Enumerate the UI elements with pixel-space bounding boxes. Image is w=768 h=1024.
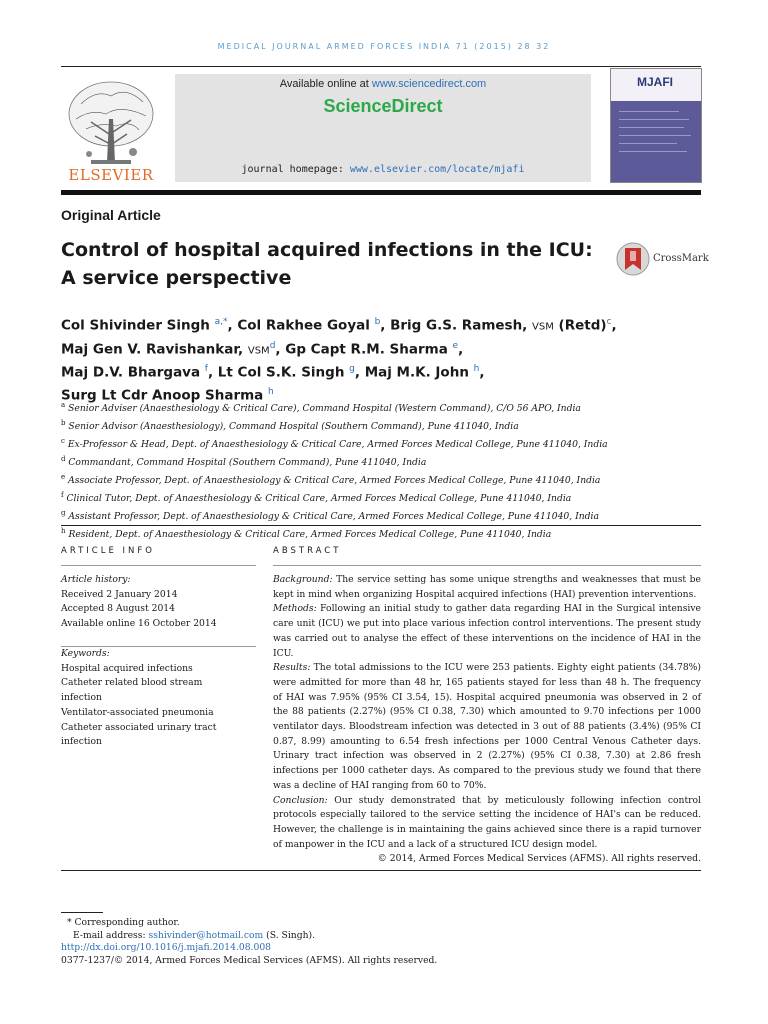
- section-divider: [61, 525, 701, 526]
- abstract-conclusion: [273, 794, 701, 853]
- cover-line: [619, 111, 679, 112]
- affiliation: [61, 398, 701, 416]
- cover-line: [619, 127, 684, 128]
- author-line: [61, 337, 701, 361]
- publisher-name: ELSEVIER: [68, 166, 154, 184]
- keywords-label: Keywords:: [61, 648, 110, 659]
- homepage-prefix: journal homepage:: [241, 164, 350, 175]
- affil-text: Assistant Professor, Dept. of Anaesthesiology & Critical Care, Armed Forces Medical College, Pune 411040, India: [68, 511, 599, 523]
- separator: ,: [479, 364, 485, 381]
- keywords: [61, 647, 251, 750]
- separator: ,: [611, 317, 617, 334]
- author-line: [61, 360, 701, 383]
- title-line: A service perspective: [61, 267, 292, 289]
- journal-homepage: [175, 164, 591, 175]
- affil-sup[interactable]: e: [452, 340, 459, 351]
- text: The service setting has some unique strengths and weaknesses that must be kept in mind when organizing Hospital acquired infections (HAI) prevention interventions.: [273, 574, 701, 600]
- available-prefix: Available online at: [279, 78, 372, 90]
- section-label: Original Article: [61, 207, 161, 223]
- cover-line: [619, 151, 687, 152]
- affil-text: Clinical Tutor, Dept. of Anaesthesiology & Critical Care, Armed Forces Medical College, Pune 411040, India: [66, 493, 572, 505]
- author-name: Maj D.V. Bhargava: [61, 364, 205, 381]
- abstract-background: [273, 573, 701, 602]
- author-name: , Col Rakhee Goyal: [227, 317, 375, 334]
- homepage-link[interactable]: www.elsevier.com/locate/mjafi: [349, 164, 525, 175]
- affil-text: Senior Advisor (Anaesthesiology), Command Hospital (Southern Command), Pune 411040, India: [68, 421, 519, 433]
- email-prefix: E-mail address:: [73, 929, 149, 941]
- info-rule: [61, 565, 256, 566]
- affil-sup[interactable]: b: [374, 317, 381, 327]
- affil-sup[interactable]: f: [204, 364, 208, 374]
- affiliation: [61, 488, 701, 506]
- label: Results:: [273, 662, 311, 674]
- doi-link[interactable]: http://dx.doi.org/10.1016/j.mjafi.2014.08.008: [61, 942, 272, 954]
- cover-title: MJAFI: [637, 75, 673, 89]
- article-info: [61, 573, 251, 632]
- keyword: Catheter associated urinary tract: [61, 721, 217, 733]
- cover-line: [619, 135, 691, 136]
- section-divider: [61, 870, 701, 871]
- author-suffix: (Retd): [553, 317, 607, 334]
- affil-text: Resident, Dept. of Anaesthesiology & Critical Care, Armed Forces Medical College, Pune 411040, India: [68, 529, 552, 541]
- author-name: Surg Lt Cdr Anoop Sharma: [61, 387, 268, 403]
- issn-line: 0377-1237/© 2014, Armed Forces Medical Services (AFMS). All rights reserved.: [61, 954, 438, 966]
- affiliations: [61, 398, 701, 543]
- sciencedirect-brand: ScienceDirect: [323, 96, 443, 116]
- accepted-date: Accepted 8 August 2014: [61, 603, 176, 615]
- text: The total admissions to the ICU were 253 patients. Eighty eight patients (34.78%) were admitted for more than 48 hr, 165 patients stayed for less than 48 h. The frequency of HAI was 7.95% (95% CI 3.54, 15). Hospital acquired pneumonia was observed in 2 of the 88 patients (2.27%) (95% CI 0.38, 7.30) which amounted to 9.70 infections per 1000 ventilator days. Bloodstream infection was detected in 3 out of 88 patients (3.4%) (95% CI 0.87, 8.99) amounting to 6.54 fresh infections per 1000 Central Venous Catheter days. Urinary tract infection was observed in 2 (2.27%) (95% CI 0.38, 7.30) at 2.86 fresh infections per 1000 catheter days. As compared to the previous study we found that there was a decline of HAI ranging from 60 to 70%.: [273, 662, 701, 791]
- cover-line: [619, 119, 689, 120]
- copyright: © 2014, Armed Forces Medical Services (AFMS). All rights reserved.: [377, 853, 701, 865]
- online-date: Available online 16 October 2014: [61, 618, 217, 630]
- email-line: [61, 930, 701, 943]
- received-date: Received 2 January 2014: [61, 588, 178, 600]
- crossmark-icon[interactable]: [616, 242, 650, 276]
- affil-letter: e: [61, 473, 66, 482]
- keyword: Ventilator-associated pneumonia: [61, 706, 214, 718]
- author-name: , Brig G.S. Ramesh,: [380, 317, 533, 334]
- journal-cover-thumbnail: [610, 68, 702, 183]
- footnotes: [61, 917, 701, 967]
- author-list: [61, 313, 701, 405]
- affiliation: [61, 434, 701, 452]
- affil-letter: f: [61, 491, 64, 500]
- affil-letter: b: [61, 419, 66, 428]
- separator: ,: [458, 341, 464, 357]
- available-online: [175, 78, 591, 90]
- label: Conclusion:: [273, 794, 328, 806]
- honorific: VSM: [247, 345, 270, 356]
- title-line: Control of hospital acquired infections in the ICU:: [61, 239, 593, 261]
- affiliation: [61, 506, 701, 524]
- keyword: infection: [61, 736, 102, 748]
- affil-text: Associate Professor, Dept. of Anaesthesiology & Critical Care, Armed Forces Medical College, Pune 411040, India: [68, 475, 601, 487]
- affil-sup[interactable]: h: [268, 386, 274, 397]
- honorific: VSM: [532, 321, 554, 333]
- text: Following an initial study to gather data regarding HAI in the Surgical intensive care unit (ICU) we put into place various infection control interventions. The present study was carried out to analyse the effect of these interventions on the incidence of HAI in the ICU.: [273, 603, 701, 659]
- abstract-results: [273, 661, 701, 793]
- affil-letter: a: [61, 401, 66, 409]
- label: Methods:: [273, 603, 317, 615]
- author-line: [61, 313, 701, 337]
- affil-text: Ex-Professor & Head, Dept. of Anaesthesiology & Critical Care, Armed Forces Medical College, Pune 411040, India: [67, 439, 608, 451]
- affil-letter: d: [61, 455, 66, 464]
- affil-letter: h: [61, 527, 66, 536]
- affiliation: [61, 524, 701, 542]
- footnote-rule: [61, 912, 103, 913]
- author-name: , Maj M.K. John: [354, 364, 474, 381]
- affil-text: Senior Adviser (Anaesthesiology & Critical Care), Command Hospital (Western Command), C/O 56 APO, India: [68, 403, 581, 415]
- banner-rule: [61, 190, 701, 195]
- abstract-rule: [273, 565, 701, 566]
- author-name: Col Shivinder Singh: [61, 317, 215, 334]
- affil-letter: g: [61, 509, 66, 518]
- corresponding-author: * Corresponding author.: [67, 917, 180, 928]
- affil-sup[interactable]: c: [606, 317, 612, 327]
- affil-sup[interactable]: g: [349, 364, 355, 374]
- affil-sup[interactable]: a,*: [214, 317, 228, 327]
- affiliation: [61, 452, 701, 470]
- abstract-methods: [273, 602, 701, 661]
- email-link[interactable]: sshivinder@hotmail.com: [148, 929, 264, 941]
- email-suffix: (S. Singh).: [263, 929, 315, 941]
- keyword: infection: [61, 692, 102, 704]
- sciencedirect-link[interactable]: www.sciencedirect.com: [371, 78, 487, 90]
- label: Background:: [273, 574, 333, 585]
- crossmark-label[interactable]: CrossMark: [653, 253, 709, 264]
- keyword: Catheter related blood stream: [61, 677, 203, 689]
- affiliation: [61, 416, 701, 434]
- author-name: , Gp Capt R.M. Sharma: [275, 341, 453, 357]
- article-title: [61, 236, 601, 292]
- author-name: , Lt Col S.K. Singh: [207, 364, 350, 381]
- affil-text: Commandant, Command Hospital (Southern Command), Pune 411040, India: [68, 457, 427, 469]
- affil-sup[interactable]: d: [269, 340, 276, 351]
- running-head: MEDICAL JOURNAL ARMED FORCES INDIA 71 (2015) 28 32: [217, 42, 551, 51]
- affiliation: [61, 470, 701, 488]
- keyword: Hospital acquired infections: [61, 662, 193, 674]
- header-rule: [61, 66, 701, 67]
- article-info-heading: ARTICLE INFO: [61, 546, 155, 556]
- affil-sup[interactable]: h: [473, 364, 480, 374]
- affil-letter: c: [61, 437, 65, 446]
- author-name: Maj Gen V. Ravishankar,: [61, 341, 248, 357]
- abstract-heading: ABSTRACT: [273, 546, 342, 556]
- abstract-body: [273, 573, 701, 867]
- text: Our study demonstrated that by meticulously following infection control protocols especially tailored to the service setting the incidence of HAI's can be reduced. However, the challenge is in maintaining the gains achieved since there is a rapid turnover of manpower in the ICU and a lack of a structured ICU design model.: [273, 794, 701, 850]
- cover-line: [619, 143, 677, 144]
- history-label: Article history:: [61, 574, 131, 585]
